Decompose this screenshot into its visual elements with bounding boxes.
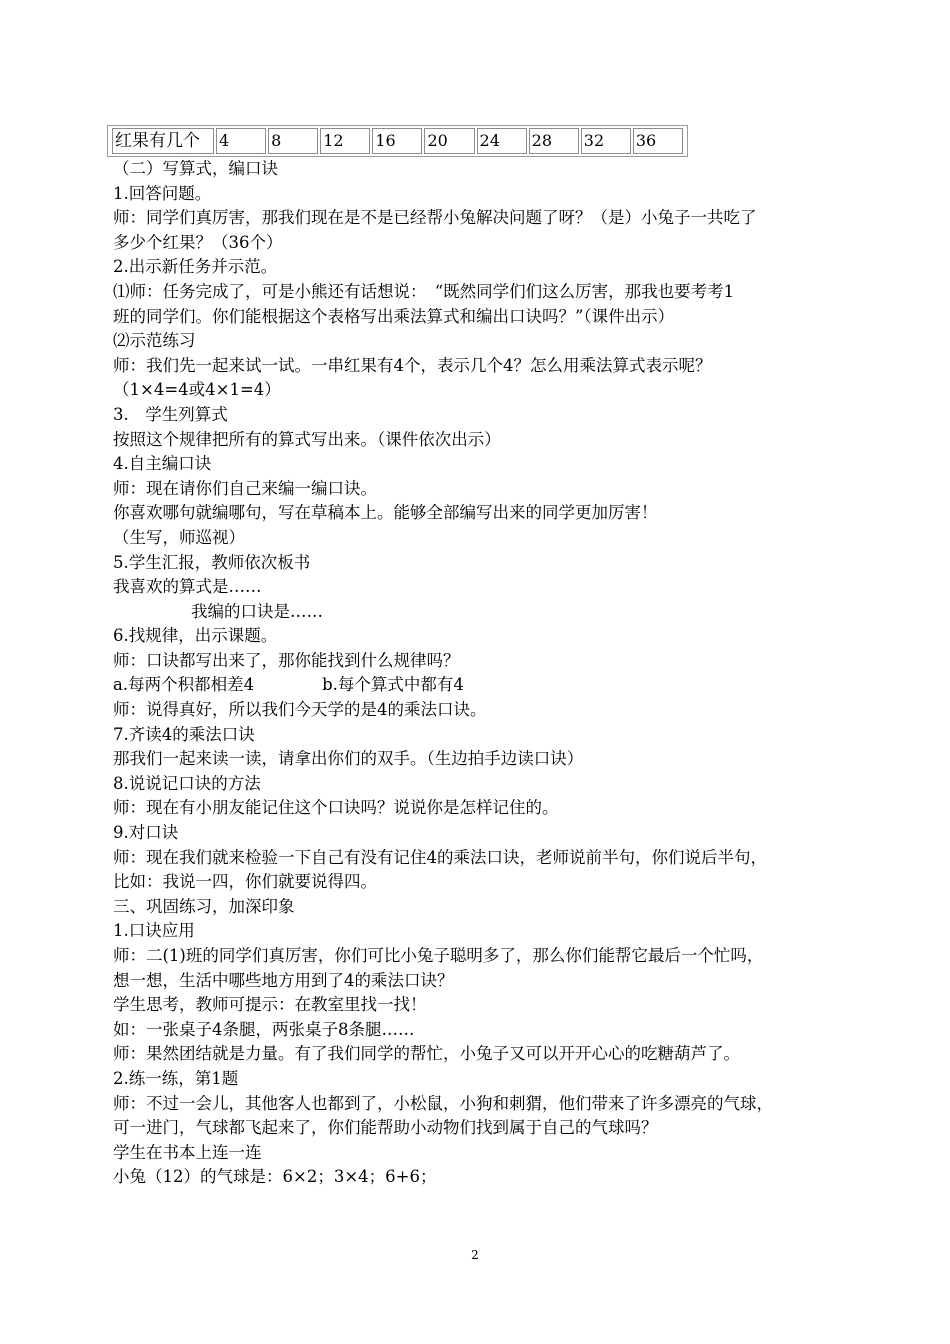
- table-cell: 8: [268, 128, 318, 154]
- document-body: [113, 157, 853, 1190]
- table-cell: 32: [581, 128, 631, 154]
- text-line: 那我们一起来读一读，请拿出你们的双手。（生边拍手边读口诀）: [113, 749, 584, 769]
- table-cell: 20: [424, 128, 474, 154]
- step-heading: 4.自主编口诀: [113, 454, 212, 474]
- step-heading: 6.找规律，出示课题。: [113, 626, 278, 646]
- step-heading: 7.齐读4的乘法口诀: [113, 724, 255, 744]
- step-heading: 8.说说记口诀的方法: [113, 773, 261, 793]
- page-number: 2: [471, 1248, 479, 1262]
- table-header-cell: 红果有几个: [112, 128, 214, 154]
- section-heading: 三、巩固练习，加深印象: [113, 896, 295, 916]
- step-heading: 2.出示新任务并示范。: [113, 257, 278, 277]
- text-line: 比如：我说一四，你们就要说得四。: [113, 872, 377, 892]
- text-line: 师：果然团结就是力量。有了我们同学的帮忙，小兔子又可以开开心心的吃糖葫芦了。: [113, 1044, 740, 1064]
- text-line: 师：我们先一起来试一试。一串红果有4个，表示几个4？怎么用乘法算式表示呢？: [113, 355, 712, 375]
- text-line: （1×4=4或4×1=4）: [113, 380, 281, 400]
- text-line: 按照这个规律把所有的算式写出来。（课件依次出示）: [113, 429, 501, 449]
- text-line: 学生思考，教师可提示：在教室里找一找！: [113, 995, 427, 1015]
- table-cell: 4: [216, 128, 266, 154]
- step-heading: 1.回答问题。: [113, 183, 212, 203]
- text-line: （生写，师巡视）: [113, 527, 245, 547]
- text-line: 师：不过一会儿，其他客人也都到了，小松鼠，小狗和刺猬，他们带来了许多漂亮的气球，: [113, 1093, 773, 1113]
- text-line: 学生在书本上连一连: [113, 1142, 262, 1162]
- table-row: [112, 128, 683, 154]
- pattern-line: [113, 673, 853, 698]
- text-line: 我喜欢的算式是……: [113, 577, 262, 597]
- text-line: 如：一张桌子4条腿，两张桌子8条腿……: [113, 1019, 415, 1039]
- table-cell: 12: [320, 128, 370, 154]
- table-cell: 28: [529, 128, 579, 154]
- step-heading: 1.口诀应用: [113, 921, 195, 941]
- step-heading: 3. 学生列算式: [113, 404, 228, 424]
- text-line: 师：现在我们就来检验一下自己有没有记住4的乘法口诀，老师说前半句，你们说后半句，: [113, 847, 767, 867]
- fruit-count-table: [107, 125, 688, 157]
- text-line: ⑴师：任务完成了，可是小熊还有话想说： “既然同学们们这么厉害，那我也要考考1: [113, 281, 735, 301]
- text-line: 可一进门，气球都飞起来了，你们能帮助小动物们找到属于自己的气球吗？: [113, 1118, 658, 1138]
- text-line: 你喜欢哪句就编哪句，写在草稿本上。能够全部编写出来的同学更加厉害！: [113, 503, 658, 523]
- indented-line: 我编的口诀是……: [191, 601, 323, 621]
- table-cell: 16: [372, 128, 422, 154]
- fruit-table-grid: [110, 128, 685, 154]
- text-line: 师：说得真好，所以我们今天学的是4的乘法口诀。: [113, 700, 487, 720]
- text-line: 班的同学们。你们能根据这个表格写出乘法算式和编出口诀吗？”（课件出示）: [113, 306, 675, 326]
- text-line: 师：现在请你们自己来编一编口诀。: [113, 478, 377, 498]
- text-line: 多少个红果？（36个）: [113, 232, 283, 252]
- text-line: 师：现在有小朋友能记住这个口诀吗？说说你是怎样记住的。: [113, 798, 559, 818]
- step-heading: 2.练一练，第1题: [113, 1068, 239, 1088]
- pattern-a: a.每两个积都相差4: [113, 675, 255, 695]
- table-cell: 24: [477, 128, 527, 154]
- text-line: 师：二(1)班的同学们真厉害，你们可比小兔子聪明多了，那么你们能帮它最后一个忙吗，: [113, 946, 764, 965]
- text-line: ⑵示范练习: [113, 331, 196, 351]
- step-heading: 9.对口诀: [113, 823, 179, 843]
- text-line: 小兔（12）的气球是：6×2；3×4；6+6；: [113, 1167, 437, 1187]
- text-line: 师：口诀都写出来了，那你能找到什么规律吗？: [113, 650, 460, 670]
- text-line: 想一想，生活中哪些地方用到了4的乘法口诀？: [113, 970, 454, 990]
- text-line: 师：同学们真厉害，那我们现在是不是已经帮小兔解决问题了呀？（是）小兔子一共吃了: [113, 208, 757, 228]
- section-heading: （二）写算式，编口诀: [113, 159, 278, 178]
- step-heading: 5.学生汇报，教师依次板书: [113, 552, 311, 572]
- pattern-b: b.每个算式中都有4: [322, 675, 464, 695]
- table-cell: 36: [633, 128, 683, 154]
